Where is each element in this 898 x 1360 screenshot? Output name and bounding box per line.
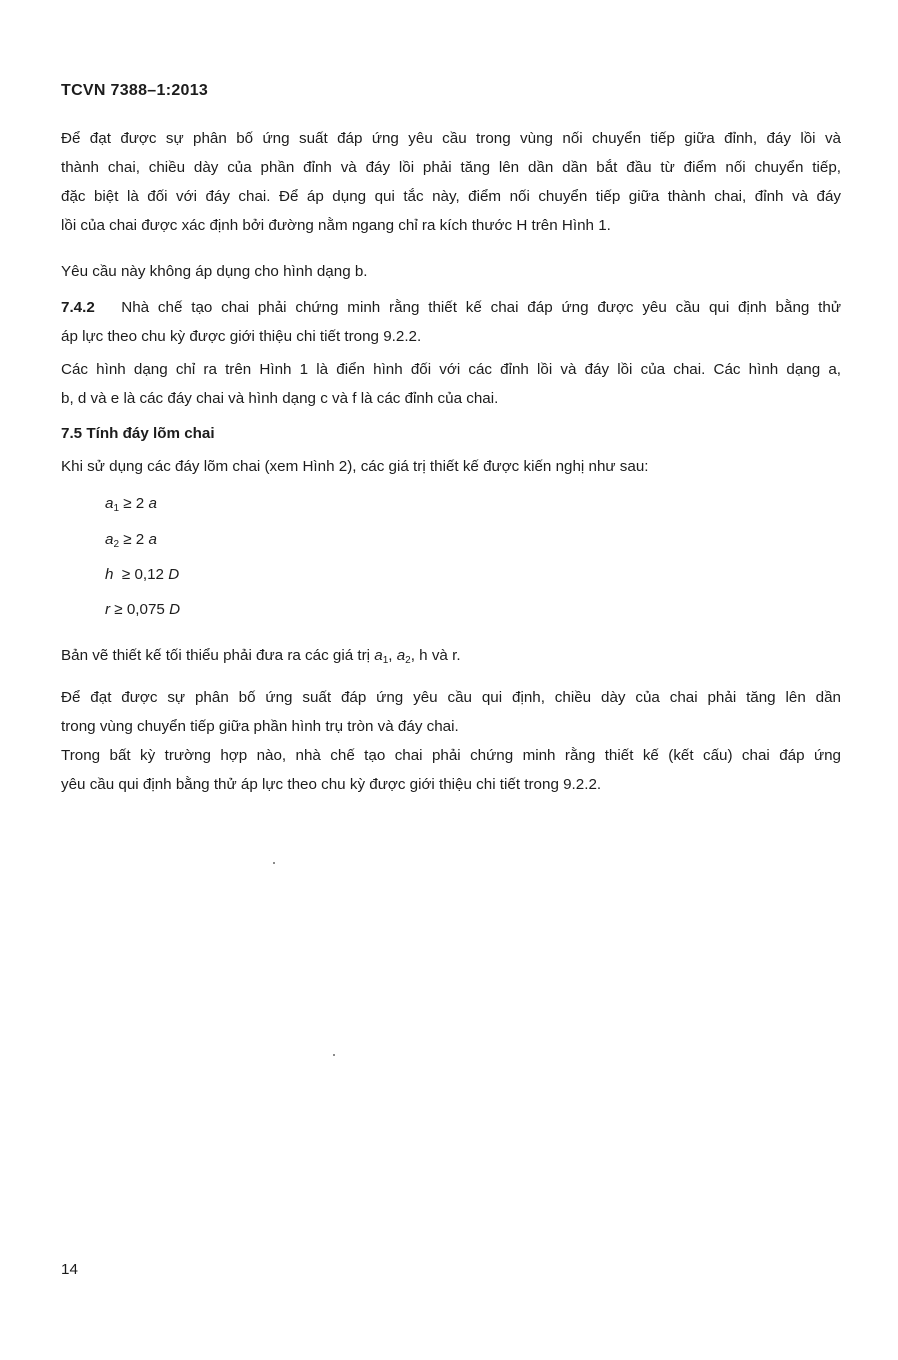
para1-line-1: Để đạt được sự phân bố ứng suất đáp ứng yêu cầu trong vùng nối chuyển tiếp giữa đỉnh, đáy lồi và: [61, 130, 841, 147]
inequality-a2: $a_2 \ge 2$ a: [105, 531, 157, 550]
clause-7-4-2-line-2: áp lực theo chu kỳ được giới thiệu chi tiết trong 9.2.2.: [61, 328, 422, 345]
scan-speck: [273, 862, 275, 864]
para5-line-2: yêu cầu qui định bằng thử áp lực theo chu kỳ được giới thiệu chi tiết trong 9.2.2.: [61, 776, 602, 793]
section-7-5-heading: 7.5 Tính đáy lõm chai: [61, 425, 215, 442]
para4-line-2: trong vùng chuyển tiếp giữa phần hình trụ tròn và đáy chai.: [61, 718, 459, 735]
para3-line-1: Các hình dạng chỉ ra trên Hình 1 là điển hình đối với các đỉnh lồi và đáy lồi của chai. Các hình dạng a,: [61, 361, 841, 378]
standard-header: TCVN 7388–1:2013: [61, 82, 209, 99]
para1-line-2: thành chai, chiều dày của phần đỉnh và đáy lồi phải tăng lên dần dần bắt đầu từ điểm nối chuyển tiếp,: [61, 159, 841, 176]
inequality-r: r ≥ 0,075 D: [105, 601, 181, 618]
scan-speck: [333, 1054, 335, 1056]
para2: Yêu cầu này không áp dụng cho hình dạng b.: [61, 263, 368, 280]
inequality-h: h ≥ 0,12 D: [105, 566, 180, 583]
para4-line-1: Để đạt được sự phân bố ứng suất đáp ứng yêu cầu qui định, chiều dày của chai phải tăng lên dần: [61, 689, 841, 706]
page-number: 14: [61, 1261, 78, 1278]
clause-7-4-2-line-1: [61, 293, 841, 322]
para3-line-2: b, d và e là các đáy chai và hình dạng c và f là các đỉnh của chai.: [61, 390, 499, 407]
clause-text: Nhà chế tạo chai phải chứng minh rằng thiết kế chai đáp ứng được yêu cầu qui định bằng thử: [121, 299, 841, 316]
inequality-a1: $a_1 \ge 2$ a: [105, 495, 157, 514]
section-7-5-intro: Khi sử dụng các đáy lõm chai (xem Hình 2), các giá trị thiết kế được kiến nghị như sau:: [61, 458, 649, 475]
para1-line-3: đặc biệt là đối với đáy chai. Để áp dụng qui tắc này, điểm nối chuyển tiếp giữa thành chai, đỉnh và đáy: [61, 188, 841, 205]
para5-line-1: Trong bất kỳ trường hợp nào, nhà chế tạo chai phải chứng minh rằng thiết kế (kết cấu) chai đáp ứng: [61, 747, 841, 764]
clause-number: 7.4.2: [61, 299, 95, 316]
para1-line-4: lồi của chai được xác định bởi đường nằm ngang chỉ ra kích thước H trên Hình 1.: [61, 217, 611, 234]
drawing-note: Bản vẽ thiết kế tối thiểu phải đưa ra các giá trị $a_1$, $a_2$, h và r.: [61, 647, 461, 666]
